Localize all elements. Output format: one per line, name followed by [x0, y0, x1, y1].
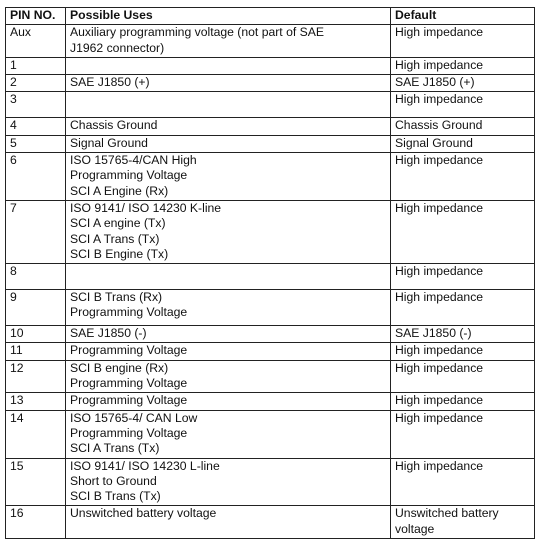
- default-value-line: High impedance: [395, 92, 484, 107]
- possible-uses-cell: [66, 360, 391, 393]
- default-cell: [391, 506, 535, 539]
- possible-use-line: Short to Ground: [70, 473, 157, 488]
- default-value-line: High impedance: [395, 458, 484, 473]
- default-cell: [391, 264, 535, 290]
- table-row: [6, 57, 535, 74]
- default-cell: [391, 25, 535, 58]
- possible-uses-cell: [66, 458, 391, 506]
- default-cell: [391, 326, 535, 343]
- possible-uses-cell: [66, 393, 391, 410]
- table-row: [6, 393, 535, 410]
- default-cell: [391, 360, 535, 393]
- default-value-line: Chassis Ground: [395, 118, 483, 133]
- pin-number-cell: 16: [6, 506, 66, 539]
- default-cell: [391, 92, 535, 118]
- pin-number-cell: 1: [6, 57, 66, 74]
- possible-use-line: SCI B Trans (Tx): [70, 489, 161, 504]
- table-row: [6, 25, 535, 58]
- possible-use-line: Programming Voltage: [70, 343, 188, 358]
- possible-use-line: SCI A engine (Tx): [70, 216, 166, 231]
- possible-uses-cell: [66, 57, 391, 74]
- possible-use-line: Signal Ground: [70, 135, 148, 150]
- header-pin-no: PIN NO.: [6, 8, 66, 25]
- pin-number-cell: 13: [6, 393, 66, 410]
- default-value-line: High impedance: [395, 25, 484, 40]
- possible-use-line: Programming Voltage: [70, 425, 188, 440]
- default-value-line: High impedance: [395, 343, 484, 358]
- default-cell: [391, 393, 535, 410]
- pin-number-cell: 7: [6, 200, 66, 263]
- possible-use-line: Programming Voltage: [70, 168, 188, 183]
- possible-uses-cell: [66, 135, 391, 152]
- table-row: [6, 360, 535, 393]
- default-cell: [391, 118, 535, 135]
- pin-number-cell: 10: [6, 326, 66, 343]
- possible-use-line: ISO 15765-4/ CAN Low: [70, 410, 198, 425]
- possible-use-line: Programming Voltage: [70, 393, 188, 408]
- default-value-line: SAE J1850 (+): [395, 75, 475, 90]
- possible-uses-cell: [66, 326, 391, 343]
- possible-use-line: SAE J1850 (+): [70, 75, 150, 90]
- pin-assignment-table: [5, 7, 535, 539]
- table-row: [6, 290, 535, 326]
- possible-use-line: ISO 15765-4/CAN High: [70, 153, 197, 168]
- possible-use-line: J1962 connector): [70, 40, 165, 55]
- possible-use-line: ISO 9141/ ISO 14230 K-line: [70, 200, 222, 215]
- possible-use-line: SCI A Trans (Tx): [70, 231, 160, 246]
- possible-uses-cell: [66, 75, 391, 92]
- default-cell: [391, 343, 535, 360]
- table-row: [6, 200, 535, 263]
- pin-number-cell: Aux: [6, 25, 66, 58]
- default-value-line: SAE J1850 (-): [395, 326, 472, 341]
- default-value-line: High impedance: [395, 410, 484, 425]
- possible-use-line: ISO 9141/ ISO 14230 L-line: [70, 458, 220, 473]
- table-row: [6, 326, 535, 343]
- possible-uses-cell: [66, 25, 391, 58]
- default-value-line: High impedance: [395, 393, 484, 408]
- possible-use-line: SCI A Trans (Tx): [70, 441, 160, 456]
- default-value-line: High impedance: [395, 200, 484, 215]
- default-value-line: Signal Ground: [395, 135, 473, 150]
- possible-uses-cell: [66, 200, 391, 263]
- possible-uses-cell: [66, 153, 391, 201]
- table-row: [6, 506, 535, 539]
- possible-use-line: SCI A Engine (Rx): [70, 183, 169, 198]
- pin-number-cell: 8: [6, 264, 66, 290]
- default-cell: [391, 57, 535, 74]
- table-header-row: [6, 8, 535, 25]
- default-value-line: High impedance: [395, 290, 484, 305]
- default-cell: [391, 410, 535, 458]
- pin-table-container: [5, 7, 534, 539]
- table-row: [6, 458, 535, 506]
- pin-number-cell: 14: [6, 410, 66, 458]
- possible-uses-cell: [66, 92, 391, 118]
- default-value-line: Unswitched battery: [395, 506, 499, 521]
- pin-number-cell: 3: [6, 92, 66, 118]
- pin-number-cell: 6: [6, 153, 66, 201]
- default-value-line: voltage: [395, 521, 435, 536]
- possible-uses-cell: [66, 506, 391, 539]
- possible-use-line: SCI B engine (Rx): [70, 360, 169, 375]
- possible-use-line: SAE J1850 (-): [70, 326, 147, 341]
- table-row: [6, 75, 535, 92]
- table-row: [6, 343, 535, 360]
- possible-uses-cell: [66, 410, 391, 458]
- pin-number-cell: 11: [6, 343, 66, 360]
- possible-uses-cell: [66, 118, 391, 135]
- table-row: [6, 410, 535, 458]
- table-row: [6, 135, 535, 152]
- possible-use-line: Programming Voltage: [70, 376, 188, 391]
- header-possible-uses: Possible Uses: [66, 8, 391, 25]
- possible-use-line: SCI B Trans (Rx): [70, 290, 163, 305]
- possible-uses-cell: [66, 343, 391, 360]
- pin-number-cell: 12: [6, 360, 66, 393]
- default-cell: [391, 75, 535, 92]
- default-cell: [391, 135, 535, 152]
- default-value-line: High impedance: [395, 57, 484, 72]
- pin-number-cell: 9: [6, 290, 66, 326]
- possible-use-line: Programming Voltage: [70, 305, 188, 320]
- table-row: [6, 153, 535, 201]
- table-row: [6, 118, 535, 135]
- possible-uses-cell: [66, 264, 391, 290]
- possible-use-line: Chassis Ground: [70, 118, 158, 133]
- default-cell: [391, 200, 535, 263]
- default-value-line: High impedance: [395, 153, 484, 168]
- table-row: [6, 92, 535, 118]
- possible-use-line: Auxiliary programming voltage (not part of SAE: [70, 25, 325, 40]
- pin-number-cell: 2: [6, 75, 66, 92]
- table-body: [6, 25, 535, 539]
- header-default: Default: [391, 8, 535, 25]
- possible-use-line: SCI B Engine (Tx): [70, 246, 169, 261]
- pin-number-cell: 15: [6, 458, 66, 506]
- table-row: [6, 264, 535, 290]
- default-cell: [391, 153, 535, 201]
- pin-number-cell: 4: [6, 118, 66, 135]
- default-value-line: High impedance: [395, 264, 484, 279]
- default-cell: [391, 290, 535, 326]
- pin-number-cell: 5: [6, 135, 66, 152]
- default-value-line: High impedance: [395, 360, 484, 375]
- default-cell: [391, 458, 535, 506]
- possible-uses-cell: [66, 290, 391, 326]
- possible-use-line: Unswitched battery voltage: [70, 506, 217, 521]
